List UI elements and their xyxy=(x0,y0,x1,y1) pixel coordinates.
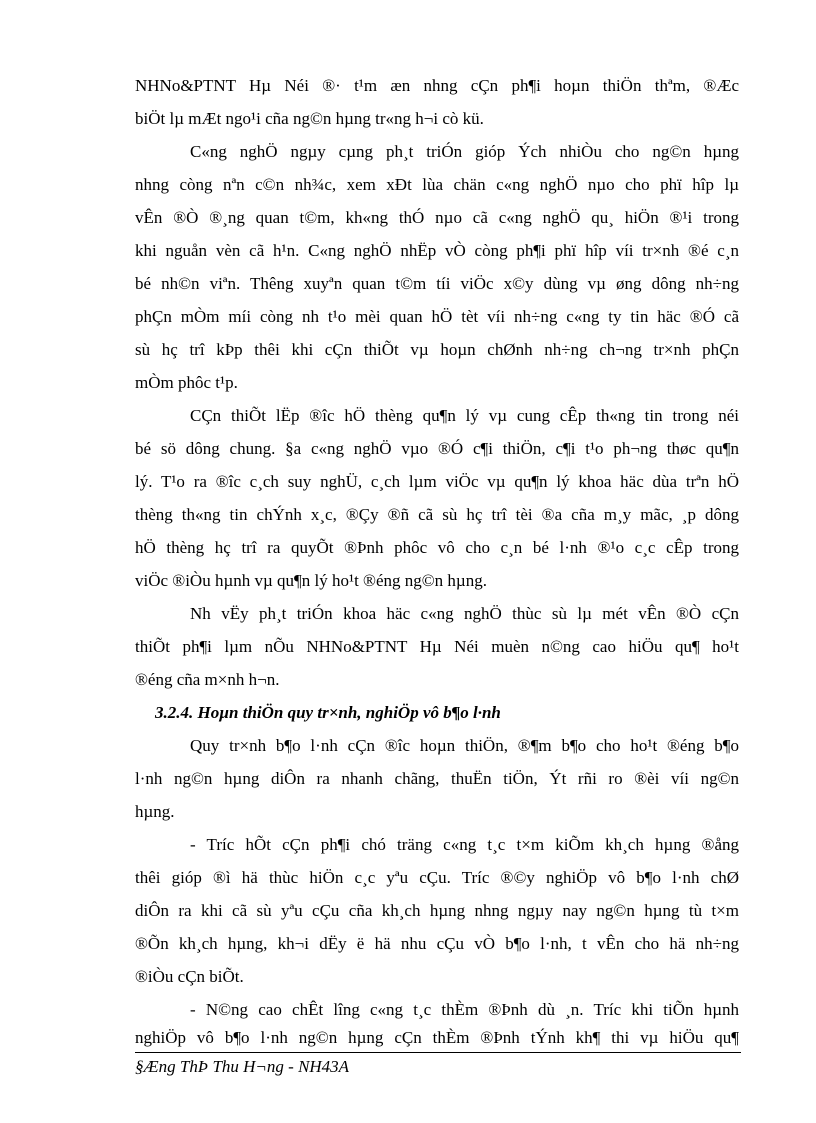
text-line: phÇn mÒm míi còng nh t¹o mèi quan hÖ tèt víi nh÷ng c«ng ty tin häc ®Ó cã xyxy=(135,307,739,326)
text-line: nghiÖp vô b¶o l·nh ng©n hµng cÇn thÈm ®Þnh tÝnh kh¶ thi vµ hiÖu qu¶ xyxy=(135,1028,739,1047)
paragraph-first-line: - N©ng cao chÊt lîng c«ng t¸c thÈm ®Þnh dù ¸n. Tríc khi tiÕn hµnh xyxy=(190,1000,739,1019)
text-line: thèng th«ng tin chÝnh x¸c, ®Çy ®ñ cã sù hç trî tèi ®a cña m¸y mãc, ¸p dông xyxy=(135,505,739,524)
text-line: ®iÒu cÇn biÕt. xyxy=(135,967,244,986)
text-line: biÖt lµ mÆt ngo¹i cña ng©n hµng tr«ng h¬i cò kü. xyxy=(135,109,484,128)
text-line: ®éng cña m×nh h¬n. xyxy=(135,670,280,689)
text-line: thiÕt ph¶i lµm nÕu NHNo&PTNT Hµ Néi muèn n©ng cao hiÖu qu¶ ho¹t xyxy=(135,637,739,656)
text-line: diÔn ra khi cã sù yªu cÇu cña kh¸ch hµng nhng ngµy nay ng©n hµng tù t×m xyxy=(135,901,739,920)
text-line: mÒm phôc t¹p. xyxy=(135,373,238,392)
text-line: vÊn ®Ò ®¸ng quan t©m, kh«ng thÓ nµo cã c«ng nghÖ qu¸ hiÖn ®¹i trong xyxy=(135,208,739,227)
footer-author: §Æng ThÞ Thu H¬ng - NH43A xyxy=(135,1057,350,1076)
text-line: lý. T¹o ra ®îc c¸ch suy nghÜ, c¸ch lµm viÖc vµ qu¶n lý khoa häc dùa trªn hÖ xyxy=(135,472,739,491)
text-line: l·nh ng©n hµng diÔn ra nhanh chãng, thuËn tiÖn, Ýt rñi ro ®èi víi ng©n xyxy=(135,769,739,788)
text-line: sù hç trî kÞp thêi khi cÇn thiÕt vµ hoµn chØnh nh÷ng ch¬ng tr×nh phÇn xyxy=(135,340,739,359)
paragraph-first-line: Nh vËy ph¸t triÓn khoa häc c«ng nghÖ thùc sù lµ mét vÊn ®Ò cÇn xyxy=(190,604,739,623)
text-line: NHNo&PTNT Hµ Néi ®· t¹m æn nhng cÇn ph¶i hoµn thiÖn thªm, ®Æc xyxy=(135,76,739,95)
paragraph-first-line: - Tríc hÕt cÇn ph¶i chó träng c«ng t¸c t×m kiÕm kh¸ch hµng ®ång xyxy=(190,835,739,854)
text-line: thêi gióp ®ì hä thùc hiÖn c¸c yªu cÇu. Tríc ®©y nghiÖp vô b¶o l·nh chØ xyxy=(135,868,739,887)
section-heading: 3.2.4. Hoµn thiÖn quy tr×nh, nghiÖp vô b¶o l·nh xyxy=(155,703,501,722)
text-line: bé nh©n viªn. Thêng xuyªn quan t©m tíi viÖc x©y dùng vµ øng dông nh÷ng xyxy=(135,274,739,293)
text-line: khi nguån vèn cã h¹n. C«ng nghÖ nhËp vÒ còng ph¶i phï hîp víi tr×nh ®é c¸n xyxy=(135,241,739,260)
paragraph-first-line: C«ng nghÖ ngµy cµng ph¸t triÓn gióp Ých nhiÒu cho ng©n hµng xyxy=(190,142,739,161)
text-line: hÖ thèng hç trî ra quyÕt ®Þnh phôc vô cho c¸n bé l·nh ®¹o c¸c cÊp trong xyxy=(135,538,739,557)
paragraph-first-line: Quy tr×nh b¶o l·nh cÇn ®îc hoµn thiÖn, ®¶m b¶o cho ho¹t ®éng b¶o xyxy=(190,736,739,755)
footer-divider xyxy=(135,1052,741,1053)
text-line: bé sö dông chung. §a c«ng nghÖ vµo ®Ó c¶i thiÖn, c¶i t¹o ph¬ng thøc qu¶n xyxy=(135,439,739,458)
paragraph-first-line: CÇn thiÕt lËp ®îc hÖ thèng qu¶n lý vµ cung cÊp th«ng tin trong néi xyxy=(190,406,739,425)
text-line: ®Õn kh¸ch hµng, kh¬i dËy ë hä nhu cÇu vÒ b¶o l·nh, t vÊn cho hä nh÷ng xyxy=(135,934,739,953)
text-line: viÖc ®iÒu hµnh vµ qu¶n lý ho¹t ®éng ng©n hµng. xyxy=(135,571,487,590)
text-line: hµng. xyxy=(135,802,175,821)
text-line: nhng còng nªn c©n nh¾c, xem xÐt lùa chän c«ng nghÖ nµo cho phï hîp lµ xyxy=(135,175,739,194)
